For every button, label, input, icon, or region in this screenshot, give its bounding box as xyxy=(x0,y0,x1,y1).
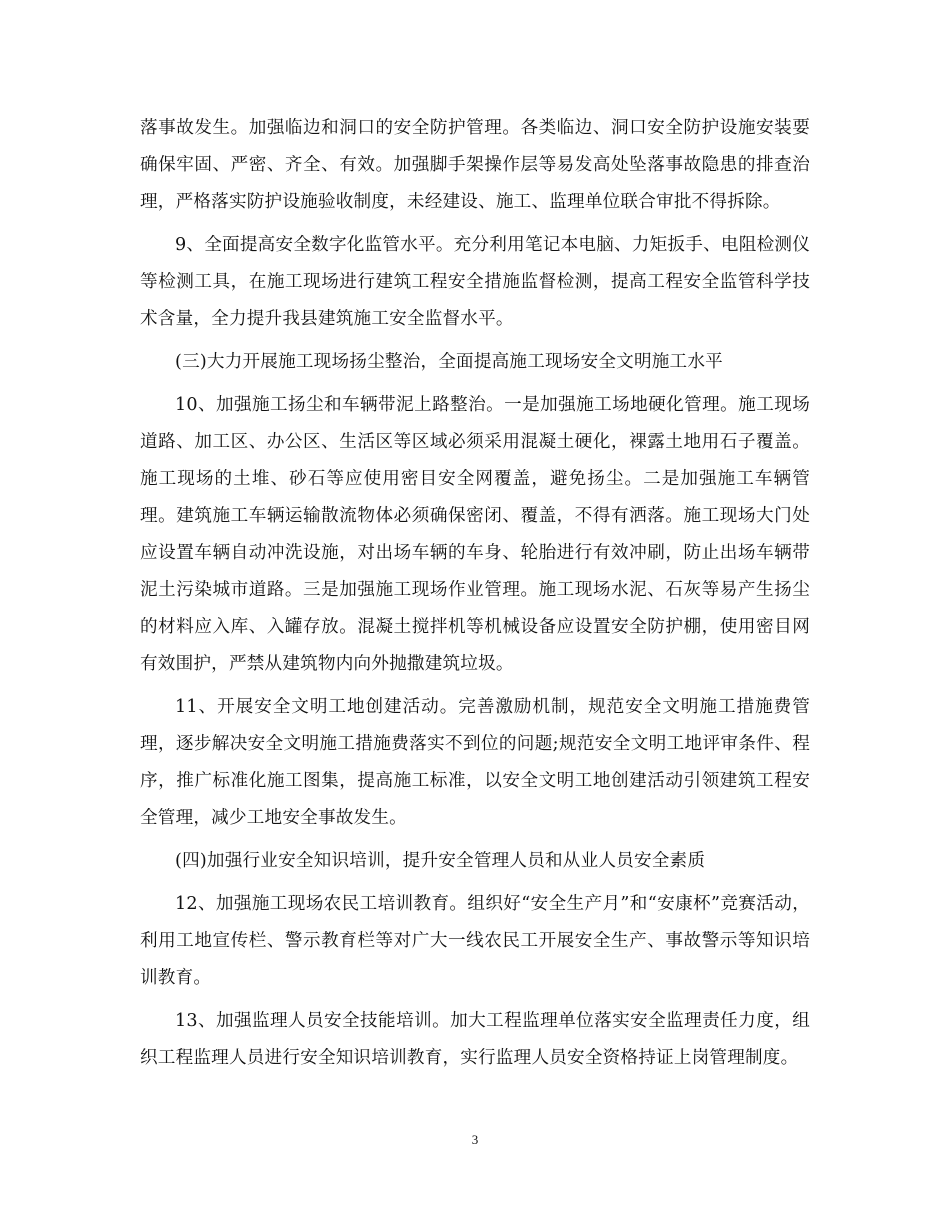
paragraph-item-13: 13、加强监理人员安全技能培训。加大工程监理单位落实安全监理责任力度，组织工程监理人员进行安全知识培训教育，实行监理人员安全资格持证上岗管理制度。 xyxy=(140,1011,810,1068)
paragraph-item-10: 10、加强施工扬尘和车辆带泥上路整治。一是加强施工场地硬化管理。施工现场道路、加工区、办公区、生活区等区域必须采用混凝土硬化，裸露土地用石子覆盖。施工现场的土堆、砂石等应使用密目安全网覆盖，避免扬尘。二是加强施工车辆管理。建筑施工车辆运输散流物体必须确保密闭、覆盖，不得有洒落。施工现场大门处应设置车辆自动冲洗设施，对出场车辆的车身、轮胎进行有效冲刷，防止出场车辆带泥土污染城市道路。三是加强施工现场作业管理。施工现场水泥、石灰等易产生扬尘的材料应入库、入罐存放。混凝土搅拌机等机械设备应设置安全防护棚，使用密目网有效围护，严禁从建筑物内向外抛撒建筑垃圾。 xyxy=(140,395,810,674)
paragraph-item-11: 11、开展安全文明工地创建活动。完善激励机制，规范安全文明施工措施费管理，逐步解决安全文明施工措施费落实不到位的问题;规范安全文明工地评审条件、程序，推广标准化施工图集，提高施工标准，以安全文明工地创建活动引领建筑工程安全管理，减少工地安全事故发生。 xyxy=(140,697,810,828)
page-number: 3 xyxy=(471,1132,479,1147)
paragraph-item-9: 9、全面提高安全数字化监管水平。充分利用笔记本电脑、力矩扳手、电阻检测仪等检测工具，在施工现场进行建筑工程安全措施监督检测，提高工程安全监管科学技术含量，全力提升我县建筑施工安全监督水平。 xyxy=(140,235,810,329)
section-heading-3: (三)大力开展施工现场扬尘整治，全面提高施工现场安全文明施工水平 xyxy=(175,352,723,372)
paragraph-item-12: 12、加强施工现场农民工培训教育。组织好“安全生产月”和“安康杯”竞赛活动，利用工地宣传栏、警示教育栏等对广大一线农民工开展安全生产、事故警示等知识培训教育。 xyxy=(140,894,810,988)
section-heading-4: (四)加强行业安全知识培训，提升安全管理人员和从业人员安全素质 xyxy=(175,851,706,871)
document-body xyxy=(140,110,810,1083)
paragraph-continuation: 落事故发生。加强临边和洞口的安全防护管理。各类临边、洞口安全防护设施安装要确保牢固、严密、齐全、有效。加强脚手架操作层等易发高处坠落事故隐患的排查治理，严格落实防护设施验收制度，未经建设、施工、监理单位联合审批不得拆除。 xyxy=(140,118,810,212)
